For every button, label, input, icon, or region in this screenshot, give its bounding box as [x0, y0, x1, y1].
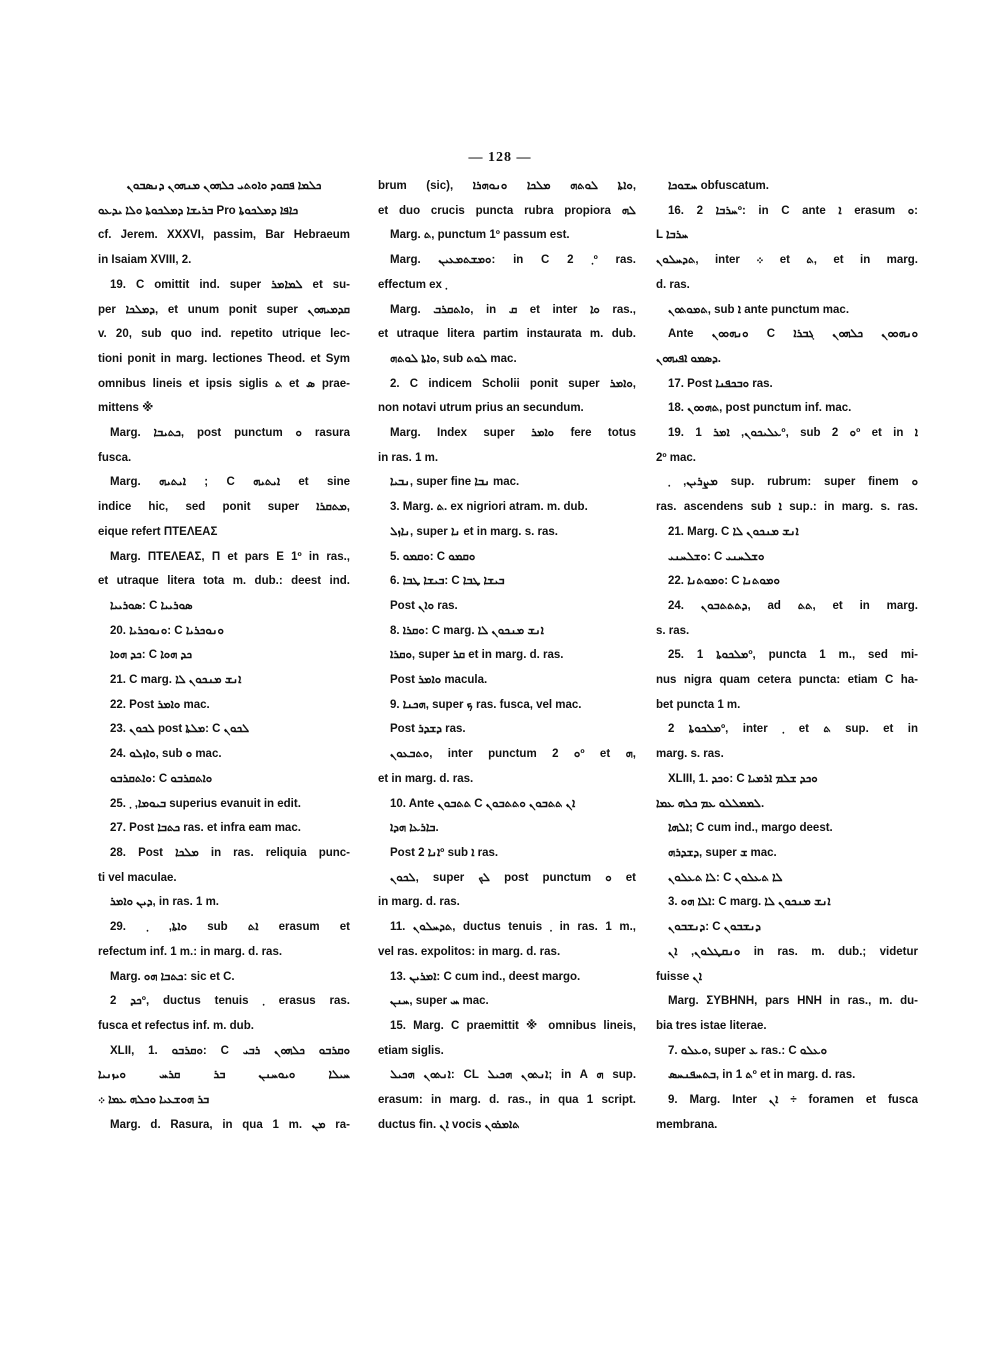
text-line: ܟܕ ܗܘܐ: C ܟܕ ܗܘܐ: [110, 649, 192, 662]
text-line: omnibus lineis et ipsis siglis ܬ et ܣ prae-: [98, 377, 350, 390]
text-line: ܘܐܬܐ ܠܘܬܗ, sub ܠܘܬ mac.: [390, 352, 517, 365]
text-line: Marg. ΠΤΕΛΕΑΣ, Π et pars Ε 1º in ras.,: [110, 550, 350, 563]
text-line: 3. ܐܠܐ ܗܘ: C marg. ܐܢܫ ܡܢܟܘܢ ܠܐ: [668, 896, 831, 909]
text-line: d. ras.: [656, 278, 690, 291]
text-line: 9. Marg. Inter ܐܢ ÷ foramen et fusca: [668, 1094, 918, 1107]
text-line: ܕܫܕܪܗ, super ܫ mac.: [668, 846, 777, 859]
text-line: refectum inf. 1 m.: in marg. d. ras.: [98, 945, 283, 958]
text-line: in marg. d. ras.: [378, 896, 460, 909]
text-line: ܒܬܚܦܢܚܣ, in ܬ 1º et in marg. d. ras.: [668, 1069, 856, 1082]
text-line: Marg. ΣΥΒΗΝΗ, pars ΗΝΗ in ras., m. du-: [668, 995, 918, 1008]
text-line: Marg. ܐܝܬܝܗ ; C ܐܝܬܝܗ et sine: [110, 476, 350, 489]
text-line: et duo crucis puncta rubra propiora ܠܗ: [378, 204, 636, 217]
text-line: in Isaiam XVIII, 2.: [98, 254, 192, 267]
text-line: ras. ascendens sub ܐ sup.: in marg. s. ras.: [656, 501, 918, 514]
text-line: ti vel maculae.: [98, 871, 177, 884]
text-line: 19. ܥܠܝܟܘܢ, ܐܡܪ 1º, sub ܘ 2º et in ܐ: [668, 427, 918, 440]
text-line: ܘܐܬܩܪܒܘ: C ܘܐܬܩܪܒܘ: [110, 772, 213, 785]
text-line: 28. Post ܡܠܟܐ in ras. reliquia punc-: [110, 846, 350, 859]
page-number: — 128 —: [468, 150, 532, 165]
text-line: 5. ܘܩܡܘ: C ܘܩܡܘ: [390, 550, 476, 563]
text-line: s. ras.: [656, 624, 690, 637]
text-line: Post ܐܢܐ 2º sub ܐ ras.: [390, 846, 499, 859]
text-line: ܕܢܫܒܘܢ: C ܕܢܫܒܘܢ: [668, 921, 761, 934]
text-line: fuisse ܐܢ: [656, 970, 702, 983]
text-line: ductus fin. ܐܢ vocis ܬܐܡܪܘܢ: [378, 1118, 520, 1131]
text-line: ܢܒܝܐ, super fine ܢܒܐ mac.: [390, 476, 520, 489]
text-line: cf. Jerem. XXXVI, passim, Bar Hebraeum: [98, 229, 350, 242]
text-line: vel ras. expolitos: in marg. d. ras.: [378, 945, 561, 958]
text-line: 21. Marg. C ܐܢܫ ܡܢܟܘܢ ܠܐ: [668, 525, 799, 538]
text-line: Ante ܘܢܗܘܘܢ C ܘܢܗܘܘܢ ܟܠܗܘܢ ܓܒܪܐ: [668, 328, 918, 341]
text-line: mittens ※: [98, 402, 154, 415]
text-line: 13. ܐܡܪܝܢ: C cum ind., deest margo.: [390, 970, 581, 983]
text-line: fusca et refectus inf. m. dub.: [98, 1019, 254, 1032]
text-line: etiam siglis.: [378, 1044, 444, 1057]
text-line: ܕܝܢ ܘܐܡܪ, in ras. 1 m.: [110, 896, 220, 909]
text-line: 2. C indicem Scholii ponit super ܘܐܡܪ,: [390, 377, 636, 390]
text-line: XLII, 1. ܘܩܪܒܘ: C ܘܩܪܒܘ ܟܠܗܘܢ ܪܒܝ: [110, 1044, 350, 1057]
text-line: ܚܝܠܐ ܘܝܘܚܢܢ ܒܪ ܩܪܚ ܘܝܙܢܝܐ: [98, 1069, 350, 1082]
text-line: 18. ܬܗܘܘܢ, post punctum inf. mac.: [668, 402, 852, 415]
text-line: Post ܘܐܡܪ macula.: [390, 674, 488, 687]
text-line: 24. ܕܬܬܬܒܘܢ, ad ܬܬ, et in marg.: [668, 599, 918, 612]
text-line: ܟܕ 2º, ductus tenuis ܂ erasus ras.: [110, 995, 350, 1008]
text-line: ܚܢܢ, super ܚ mac.: [390, 995, 489, 1008]
text-line: 6. ܒܝܫܐ ܛܒܐ: C ܒܝܫܐ ܛܒܐ: [390, 575, 505, 588]
text-line: ܘܬܒܥܘܢ, inter punctum ܘ 2º et ܗ,: [390, 748, 636, 761]
text-line: fusca.: [98, 451, 132, 464]
text-line: ܡܠܟܘܬܐ 2º, inter ܂ et ܬ sup. et in: [668, 723, 918, 736]
text-line: Post ܕܫܕܪ ras.: [390, 723, 466, 736]
text-line: ܘܫܠܚܢܝ: C ܘܫܠܚܢܝ: [668, 550, 765, 563]
text-line: membrana.: [656, 1118, 718, 1131]
text-line: ܡܨܪܝܢ, ܂ sup. rubrum: super finem ܘ: [668, 476, 918, 489]
text-line: 11. ܬܕܚܠܘܢ, ductus tenuis ܂ in ras. 1 m.,: [390, 921, 636, 934]
text-line: ܚܫܘܟܐ obfuscatum.: [668, 180, 769, 192]
text-line: ܠܟܘܢ, super ܠܟ post punctum ܘ et: [390, 871, 636, 884]
text-line: Marg. ܟܬܝܒܐ, post punctum ܘ rasura: [110, 427, 350, 440]
text-line: eique refert ΠΤΕΛΕΑΣ: [98, 525, 218, 538]
text-line: Marg. Index super ܘܐܡܪ fere totus: [390, 427, 636, 440]
text-line: nus nigra quam cetera puncta: etiam C ha-: [656, 674, 918, 687]
text-line: et utraque litera tota m. dub.: deest ind.: [98, 575, 350, 588]
text-line: ܒܐܪܥܐ ܗܕܐ.: [390, 822, 439, 835]
text-line: 27. Post ܟܬܒܐ ras. et infra eam mac.: [110, 822, 301, 835]
text-line: 7. ܘܥܠܘ, super ܥ ras.: C ܘܥܠܘ: [668, 1044, 827, 1057]
text-line: Marg. ܬ, punctum 1º passum est.: [390, 229, 570, 242]
text-line: ܟܠܡܐ ܦܩܘܕ ܘܐܘܬܝ ܟܠܗܘܢ ܡܢܗܘܢ ܕܢܣܒܘܢ: [126, 180, 322, 192]
text-line: Marg. ܘܐܬܩܪܒ, in ܩ et inter ܘܐ ras.,: [390, 303, 636, 316]
text-line: 20. ܘܢܘܟܪܝܐ: C ܘܢܘܟܪܝܐ: [110, 624, 224, 637]
text-line: ܐܠܗܐ; C cum ind., margo deest.: [668, 822, 833, 835]
text-line: 22. ܘܡܘܬܢܐ: C ܘܡܘܬܢܐ: [668, 575, 780, 588]
text-line: bia tres istae literae.: [656, 1019, 767, 1032]
text-line: bet puncta 1 m.: [656, 698, 741, 711]
text-line: 16. ܚܪܒܐ 2º: in C ante ܐ erasum ܘ:: [668, 204, 918, 217]
text-column-middle: [378, 174, 636, 1354]
text-line: ܒܪܝܫܐ ܕܡܠܟܘܬܐ ܘܠܐ ܝܕܥܘ Pro ܟܐܦܐ ܕܡܠܟܘܬܐ: [98, 204, 299, 217]
text-line: ܠܡܡܠܠܘ ܥܡ ܟܠܗ ܥܡܐ.: [656, 797, 765, 810]
text-line: 10. Ante ܬܬܒܘܢ C ܐܢ ܬܬܒܘܢ ܘܬܬܒܘܢ: [390, 797, 576, 810]
text-line: 2º mac.: [656, 451, 697, 464]
text-line: 9. ܗܟܢܐ, super ܟ ras. fusca, vel mac.: [390, 698, 582, 711]
text-line: Marg. ܘܡܫܬܡܥܝܢ: in C ܂ 2º ras.: [390, 254, 636, 267]
text-line: 23. ܠܟܘܢ post ܡܠܬܐ: C ܠܟܘܢ: [110, 723, 250, 736]
text-line: Marg. ܟܬܒܐ ܗܘ: sic et C.: [110, 970, 235, 983]
text-line: 21. C marg. ܐܢܫ ܡܢܟܘܢ ܠܐ: [110, 674, 242, 687]
text-line: indice hic, sed ponit super ܡܬܩܪܐ,: [98, 501, 350, 514]
text-line: ܬܕܚܠܘܢ, inter ܀ et ܬ, et in marg.: [656, 254, 918, 267]
text-line: non notavi utrum prius an secundum.: [378, 402, 584, 415]
text-line: ܢܐܙܠ, super ܢܐ et in marg. s. ras.: [390, 525, 558, 538]
text-line: 8. ܘܩܪܐ: C marg. ܐܢܫ ܡܢܟܘܢ ܠܐ: [390, 624, 544, 637]
text-line: in ras. 1 m.: [378, 451, 439, 464]
text-column-left: [98, 174, 350, 1354]
text-column-right: [656, 174, 918, 1354]
text-line: 25. ܒܝܘܡܐ, ܂ superius evanuit in edit.: [110, 797, 301, 810]
text-line: L ܚܪܒܐ: [656, 229, 689, 242]
text-line: ܕܣܡܘ ܐܦܝܗܘܢ.: [656, 352, 721, 365]
text-line: ܒܪ ܗܘܫܥܝܐ ܘܟܠܗ ܥܡܐ ܀: [98, 1094, 210, 1107]
text-line: ܐܢܬܘܢ ܗܟܝܠ: CL ܐܢܬܘܢ ܗܟܝܠ; in A ܗ sup.: [390, 1069, 636, 1082]
text-line: XLIII, 1. ܘܟܕ: C ܘܟܕ ܫܠܡ ܐܪܡܝܐ: [668, 772, 818, 785]
text-line: 15. Marg. C praemittit ※ omnibus lineis,: [390, 1019, 636, 1032]
text-line: 24. ܘܐܙܠܘ, sub ܘ mac.: [110, 748, 222, 761]
text-line: effectum ex ܂: [378, 278, 448, 291]
text-line: 3. Marg. ܬ. ex nigriori atram. m. dub.: [390, 501, 588, 514]
text-line: Marg. d. Rasura, in qua 1 m. ܡܢ ra-: [110, 1118, 350, 1131]
text-line: ܠܐ ܬܥܠܘܢ: C ܠܐ ܬܥܠܘܢ: [668, 871, 783, 884]
text-line: per ܕܡܠܟܐ, et unum ponit super ܩܕܡܝܗܘܢ: [98, 303, 350, 316]
text-line: 29. ܘܐܬܐ, ܂ sub ܐܬ erasum et: [110, 921, 350, 934]
text-line: erasum: in marg. d. ras., in qua 1 script.: [378, 1094, 636, 1107]
text-line: tioni ponit in marg. lectiones Theod. et Sym: [98, 352, 350, 365]
text-line: 25. ܡܠܟܘܬܐ 1º, puncta 1 m., sed mi-: [668, 649, 918, 662]
text-line: 19. C omittit ind. super ܠܡܐܡܪ et su-: [110, 278, 350, 291]
text-line: 17. Post ܘܒܟܦܢܐ ras.: [668, 377, 773, 390]
text-line: marg. s. ras.: [656, 748, 724, 761]
text-line: et in marg. d. ras.: [378, 772, 474, 785]
text-line: 22. Post ܘܐܡܪ mac.: [110, 698, 210, 711]
text-line: Post ܘܐܢ ras.: [390, 599, 458, 612]
text-line: v. 20, sub quo ind. repetito utrique lec-: [98, 328, 350, 341]
text-line: et utraque litera partim instaurata m. dub.: [378, 328, 636, 341]
text-line: ܘܢܩܛܠܘܢ, ܐܢ in ras. m. dub.; videtur: [668, 945, 918, 958]
text-line: ܬܡܘܬܘܢ, sub ܐ ante punctum mac.: [668, 303, 850, 316]
text-line: ܘܩܪܐ, super ܩܪ et in marg. d. ras.: [390, 649, 564, 662]
text-line: brum (sic), ܘܐܬܐ ܠܘܬܗ ܡܠܟܐ ܘܢܘܗܪܐ,: [378, 180, 636, 192]
text-line: ܣܘܪܝܝܐ: C ܣܘܪܝܝܐ: [110, 599, 193, 612]
